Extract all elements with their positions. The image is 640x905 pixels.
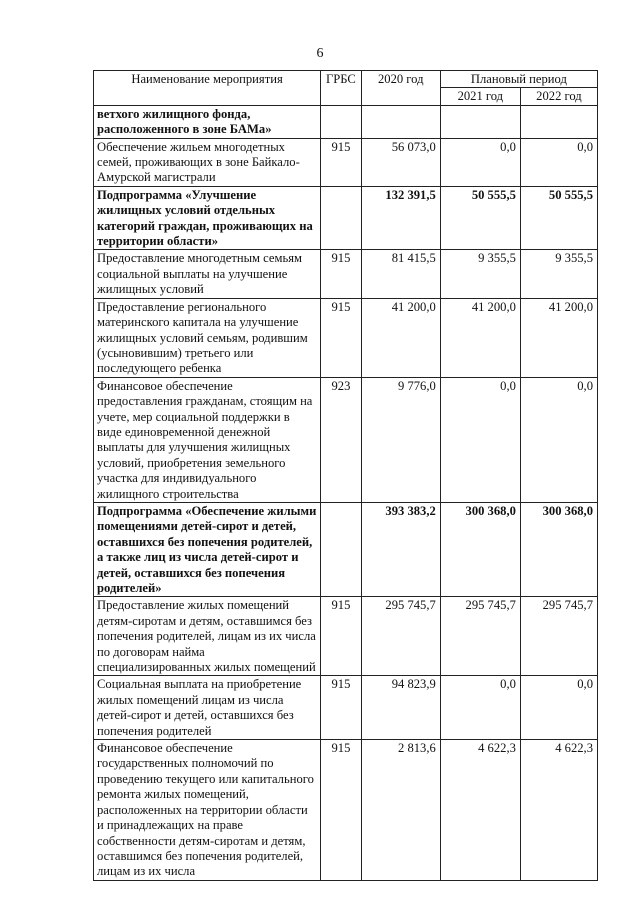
cell-2020: 94 823,9 <box>361 676 440 740</box>
header-name: Наименование мероприятия <box>94 71 321 106</box>
cell-2021: 50 555,5 <box>440 186 520 250</box>
cell-2020: 295 745,7 <box>361 597 440 676</box>
cell-grbs: 915 <box>321 250 362 298</box>
header-planned-period: Плановый период <box>440 71 597 88</box>
table-header <box>94 71 598 106</box>
cell-2021: 295 745,7 <box>440 597 520 676</box>
table-row <box>94 377 598 502</box>
cell-2022: 300 368,0 <box>520 502 597 596</box>
cell-2021: 4 622,3 <box>440 740 520 881</box>
cell-name: ветхого жилищного фонда, расположенного в зоне БАМа» <box>94 105 321 138</box>
cell-2021: 0,0 <box>440 676 520 740</box>
cell-name: Предоставление многодетным семьям социальной выплаты на улучшение жилищных условий <box>94 250 321 298</box>
cell-name: Социальная выплата на приобретение жилых помещений лицам из числа детей-сирот и детей, оставшихся без попечения родителей <box>94 676 321 740</box>
cell-grbs <box>321 186 362 250</box>
cell-2022: 4 622,3 <box>520 740 597 881</box>
table-row <box>94 105 598 138</box>
cell-grbs <box>321 502 362 596</box>
cell-2021 <box>440 105 520 138</box>
table-row <box>94 740 598 881</box>
table-row <box>94 502 598 596</box>
table-row <box>94 250 598 298</box>
cell-2022: 50 555,5 <box>520 186 597 250</box>
cell-2020: 9 776,0 <box>361 377 440 502</box>
cell-2022: 295 745,7 <box>520 597 597 676</box>
table-row <box>94 597 598 676</box>
cell-2021: 0,0 <box>440 377 520 502</box>
table-row <box>94 138 598 186</box>
cell-grbs: 915 <box>321 597 362 676</box>
cell-grbs: 915 <box>321 740 362 881</box>
cell-2020: 393 383,2 <box>361 502 440 596</box>
cell-2020 <box>361 105 440 138</box>
header-2022: 2022 год <box>520 88 597 105</box>
cell-name: Подпрограмма «Улучшение жилищных условий отдельных категорий граждан, проживающих на территории области» <box>94 186 321 250</box>
cell-name: Обеспечение жильем многодетных семей, проживающих в зоне Байкало-Амурской магистрали <box>94 138 321 186</box>
table-row <box>94 186 598 250</box>
cell-grbs <box>321 105 362 138</box>
table-body <box>94 105 598 880</box>
cell-2022: 0,0 <box>520 138 597 186</box>
budget-table <box>93 70 598 881</box>
cell-2020: 132 391,5 <box>361 186 440 250</box>
cell-2020: 81 415,5 <box>361 250 440 298</box>
header-2021: 2021 год <box>440 88 520 105</box>
cell-2022: 41 200,0 <box>520 298 597 377</box>
cell-2022: 0,0 <box>520 377 597 502</box>
cell-2020: 2 813,6 <box>361 740 440 881</box>
cell-name: Финансовое обеспечение предоставления гражданам, стоящим на учете, мер социальной поддержки в виде единовременной денежной выплаты для улучшения жилищных условий, приобретения земельного участка для индивидуального жилищного строительства <box>94 377 321 502</box>
cell-2022 <box>520 105 597 138</box>
cell-2020: 56 073,0 <box>361 138 440 186</box>
cell-grbs: 915 <box>321 676 362 740</box>
cell-grbs: 915 <box>321 298 362 377</box>
page-number: 6 <box>316 46 324 61</box>
cell-2020: 41 200,0 <box>361 298 440 377</box>
cell-name: Предоставление регионального материнского капитала на улучшение жилищных условий семьям, родившим (усыновившим) третьего или последующего ребенка <box>94 298 321 377</box>
cell-2021: 9 355,5 <box>440 250 520 298</box>
table-row <box>94 298 598 377</box>
cell-grbs: 915 <box>321 138 362 186</box>
cell-2022: 0,0 <box>520 676 597 740</box>
cell-name: Предоставление жилых помещений детям-сиротам и детям, оставшимся без попечения родителей, лицам из их числа по договорам найма специализированных жилых помещений <box>94 597 321 676</box>
cell-name: Финансовое обеспечение государственных полномочий по проведению текущего или капитального ремонта жилых помещений, расположенных на территории области и принадлежащих на праве собственности детям-сиротам и детям, оставшимся без попечения родителей, лицам из их числа <box>94 740 321 881</box>
cell-name: Подпрограмма «Обеспечение жилыми помещениями детей-сирот и детей, оставшихся без попечения родителей, а также лиц из числа детей-сирот и детей, оставшихся без попечения родителей» <box>94 502 321 596</box>
cell-grbs: 923 <box>321 377 362 502</box>
cell-2021: 0,0 <box>440 138 520 186</box>
table-row <box>94 676 598 740</box>
cell-2021: 41 200,0 <box>440 298 520 377</box>
header-grbs: ГРБС <box>321 71 362 106</box>
header-2020: 2020 год <box>361 71 440 106</box>
cell-2021: 300 368,0 <box>440 502 520 596</box>
cell-2022: 9 355,5 <box>520 250 597 298</box>
